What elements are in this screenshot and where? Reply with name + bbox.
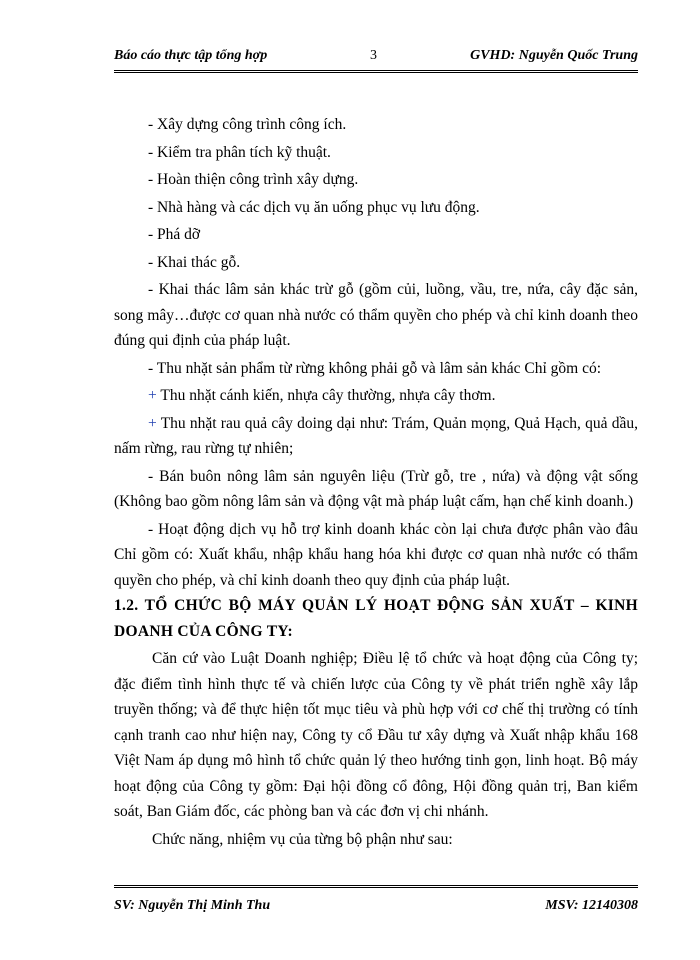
sub-list-text: Thu nhặt cánh kiến, nhựa cây thường, nhựa cây thơm.: [156, 387, 496, 404]
list-item: - Xây dựng công trình công ích.: [148, 116, 347, 133]
list-item: - Thu nhặt sản phẩm từ rừng không phải gỗ và lâm sản khác Chỉ gồm có:: [148, 359, 602, 377]
sub-list-text: Thu nhặt rau quả cây doing dại như: Trám, Quản mọng, Quả Hạch, quả dầu, nấm rừng, rau rừng tự nhiên;: [114, 414, 638, 457]
page-header: [114, 48, 638, 70]
paragraph: Chức năng, nhiệm vụ của từng bộ phận như sau:: [152, 830, 453, 848]
list-item: - Phá dỡ: [148, 226, 201, 243]
report-title: Báo cáo thực tập tổng hợp: [114, 48, 268, 63]
student-name: SV: Nguyễn Thị Minh Thu: [114, 898, 271, 913]
list-item: - Bán buôn nông lâm sản nguyên liệu (Trừ gỗ, tre , nứa) và động vật sống (Không bao gồm nông lâm sản và động vật mà pháp luật cấm, hạn chế kinh doanh.): [114, 467, 638, 510]
supervisor-name: GVHD: Nguyễn Quốc Trung: [470, 48, 638, 63]
list-item: - Khai thác gỗ.: [148, 253, 241, 271]
list-item: - Kiểm tra phân tích kỹ thuật.: [148, 143, 331, 161]
plus-marker: +: [148, 387, 157, 404]
section-heading: 1.2. TỔ CHỨC BỘ MÁY QUẢN LÝ HOẠT ĐỘNG SẢN XUẤT – KINH DOANH CỦA CÔNG TY:: [114, 597, 638, 640]
list-item: - Hoạt động dịch vụ hỗ trợ kinh doanh khác còn lại chưa được phân vào đâu Chỉ gồm có: Xuất khẩu, nhập khẩu hang hóa khi được cơ quan nhà nước có thẩm quyền cho phép, và chỉ kinh doanh theo quy định của pháp luật.: [114, 520, 638, 589]
list-item: - Hoàn thiện công trình xây dựng.: [148, 171, 359, 188]
list-item: - Khai thác lâm sản khác trừ gỗ (gồm củi, luồng, vầu, tre, nứa, cây đặc sản, song mây…được cơ quan nhà nước có thẩm quyền cho phép và chỉ kinh doanh theo đúng qui định của pháp luật.: [114, 281, 638, 349]
page-body: [114, 112, 638, 852]
header-rule: [114, 70, 638, 73]
list-item: - Nhà hàng và các dịch vụ ăn uống phục vụ lưu động.: [148, 198, 480, 216]
page-number: 3: [370, 48, 377, 63]
plus-marker: +: [148, 414, 157, 432]
sub-list-item: [114, 411, 638, 462]
footer-rule: [114, 885, 638, 888]
paragraph: Căn cứ vào Luật Doanh nghiệp; Điều lệ tổ chức và hoạt động của Công ty; đặc điểm tình hình thực tế và chiến lược của Công ty về phát triển nghề xây lắp truyền thống; và để thực hiện tốt mục tiêu và phù hợp với cơ chế thị trường có tính cạnh tranh cao như hiện nay, Công ty cổ Đầu tư xây dựng và Xuất nhập khẩu 168 Việt Nam áp dụng mô hình tổ chức quản lý theo hướng tinh gọn, linh hoạt. Bộ máy hoạt động của Công ty gồm: Đại hội đồng cổ đông, Hội đồng quản trị, Ban kiểm soát, Ban Giám đốc, các phòng ban và các đơn vị chi nhánh.: [114, 650, 638, 820]
sub-list-item: [114, 383, 638, 409]
student-id: MSV: 12140308: [545, 898, 638, 913]
